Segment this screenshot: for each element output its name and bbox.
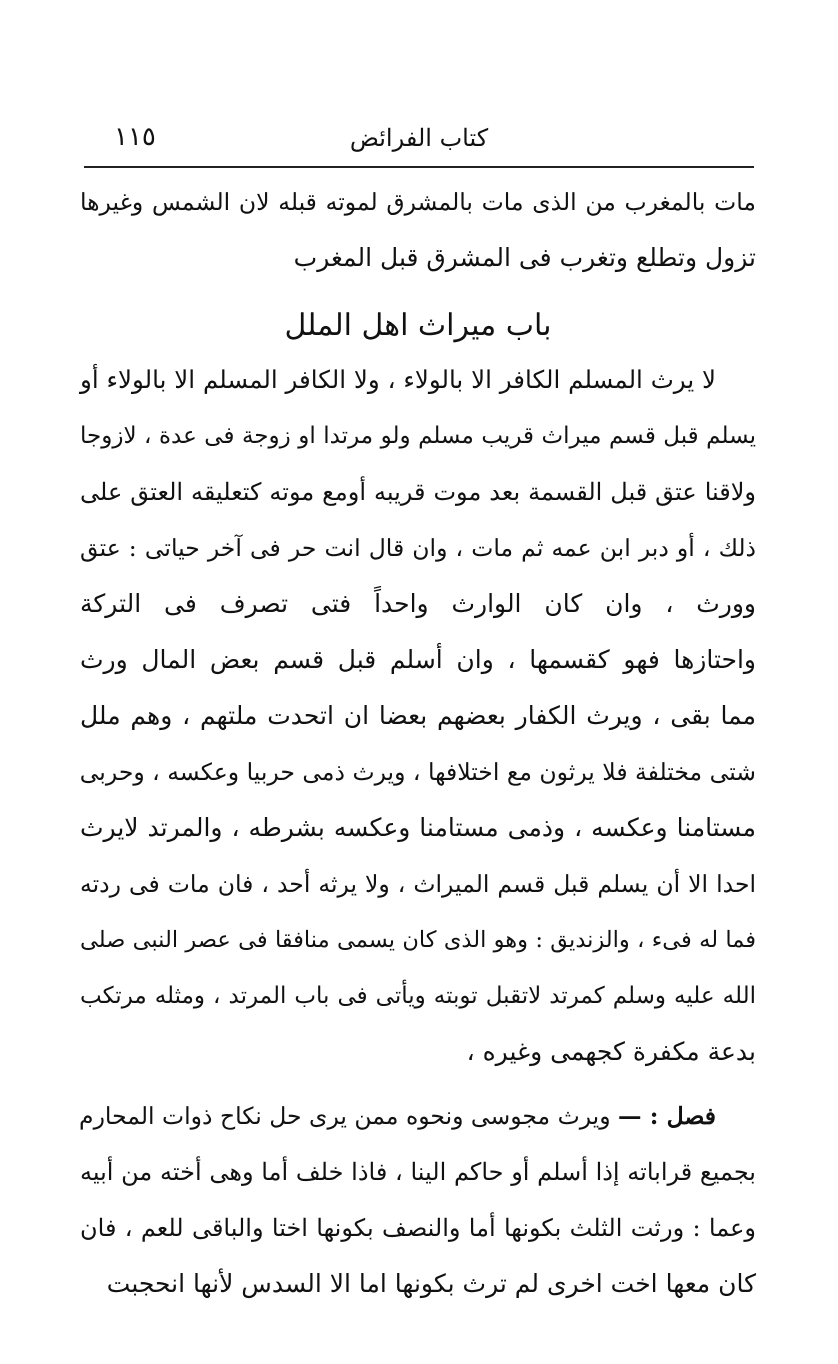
- page-number: ١١٥: [114, 122, 156, 152]
- section-heading: باب ميراث اهل الملل: [284, 308, 552, 343]
- text-line: فما له فىء ، والزنديق : وهو الذى كان يسمى منافقا فى عصر النبى صلى: [80, 927, 756, 953]
- text-line: يسلم قبل قسم ميراث قريب مسلم ولو مرتدا او زوجة فى عدة ، لازوجا: [80, 423, 756, 449]
- text-line: وعما : ورثت الثلث بكونها أما والنصف بكونها اختا والباقى للعم ، فان: [80, 1214, 756, 1242]
- fasl-line: [80, 1096, 756, 1136]
- fasl-text: ويرث مجوسى ونحوه ممن يرى حل نكاح ذوات المحارم: [79, 1102, 611, 1130]
- text-line: كان معها اخت اخرى لم ترث بكونها اما الا السدس لأنها انحجبت: [106, 1269, 756, 1298]
- text-line: ولاقنا عتق قبل القسمة بعد موت قريبه أومع موته كتعليقه العتق على: [80, 478, 756, 506]
- text-line: تزول وتطلع وتغرب فى المشرق قبل المغرب: [293, 243, 756, 272]
- text-line: وورث ، وان كان الوارث واحداً فتى تصرف فى التركة: [80, 589, 756, 618]
- running-title: كتاب الفرائض: [349, 124, 489, 152]
- text-line: شتى مختلفة فلا يرثون مع اختلافها ، ويرث ذمى حربيا وعكسه ، وحربى: [79, 758, 756, 786]
- text-line: لا يرث المسلم الكافر الا بالولاء ، ولا الكافر المسلم الا بالولاء أو: [80, 365, 716, 394]
- text-line: مستامنا وعكسه ، وذمى مستامنا وعكسه بشرطه ، والمرتد لايرث: [80, 813, 756, 842]
- text-line: احدا الا أن يسلم قبل قسم الميراث ، ولا يرثه أحد ، فان مات فى ردته: [80, 870, 756, 898]
- text-line: الله عليه وسلم كمرتد لاتقبل توبته ويأتى فى باب المرتد ، ومثله مرتكب: [80, 983, 756, 1009]
- text-line: مما بقى ، ويرث الكفار بعضهم بعضا ان اتحدت ملتهم ، وهم ملل: [80, 701, 756, 730]
- page-header: [84, 118, 754, 162]
- header-rule: [84, 166, 754, 168]
- text-line: واحتازها فهو كقسمها ، وان أسلم قبل قسم بعض المال ورث: [80, 645, 756, 674]
- text-line: بجميع قراباته إذا أسلم أو حاكم الينا ، فاذا خلف أما وهى أخته من أبيه: [80, 1158, 756, 1186]
- text-line: بدعة مكفرة كجهمى وغيره ،: [466, 1037, 756, 1066]
- text-line: ذلك ، أو دبر ابن عمه ثم مات ، وان قال انت حر فى آخر حياتى : عتق: [80, 534, 756, 562]
- text-line: مات بالمغرب من الذى مات بالمشرق لموته قبله لان الشمس وغيرها: [80, 188, 756, 216]
- fasl-label: فصل : —: [618, 1102, 716, 1130]
